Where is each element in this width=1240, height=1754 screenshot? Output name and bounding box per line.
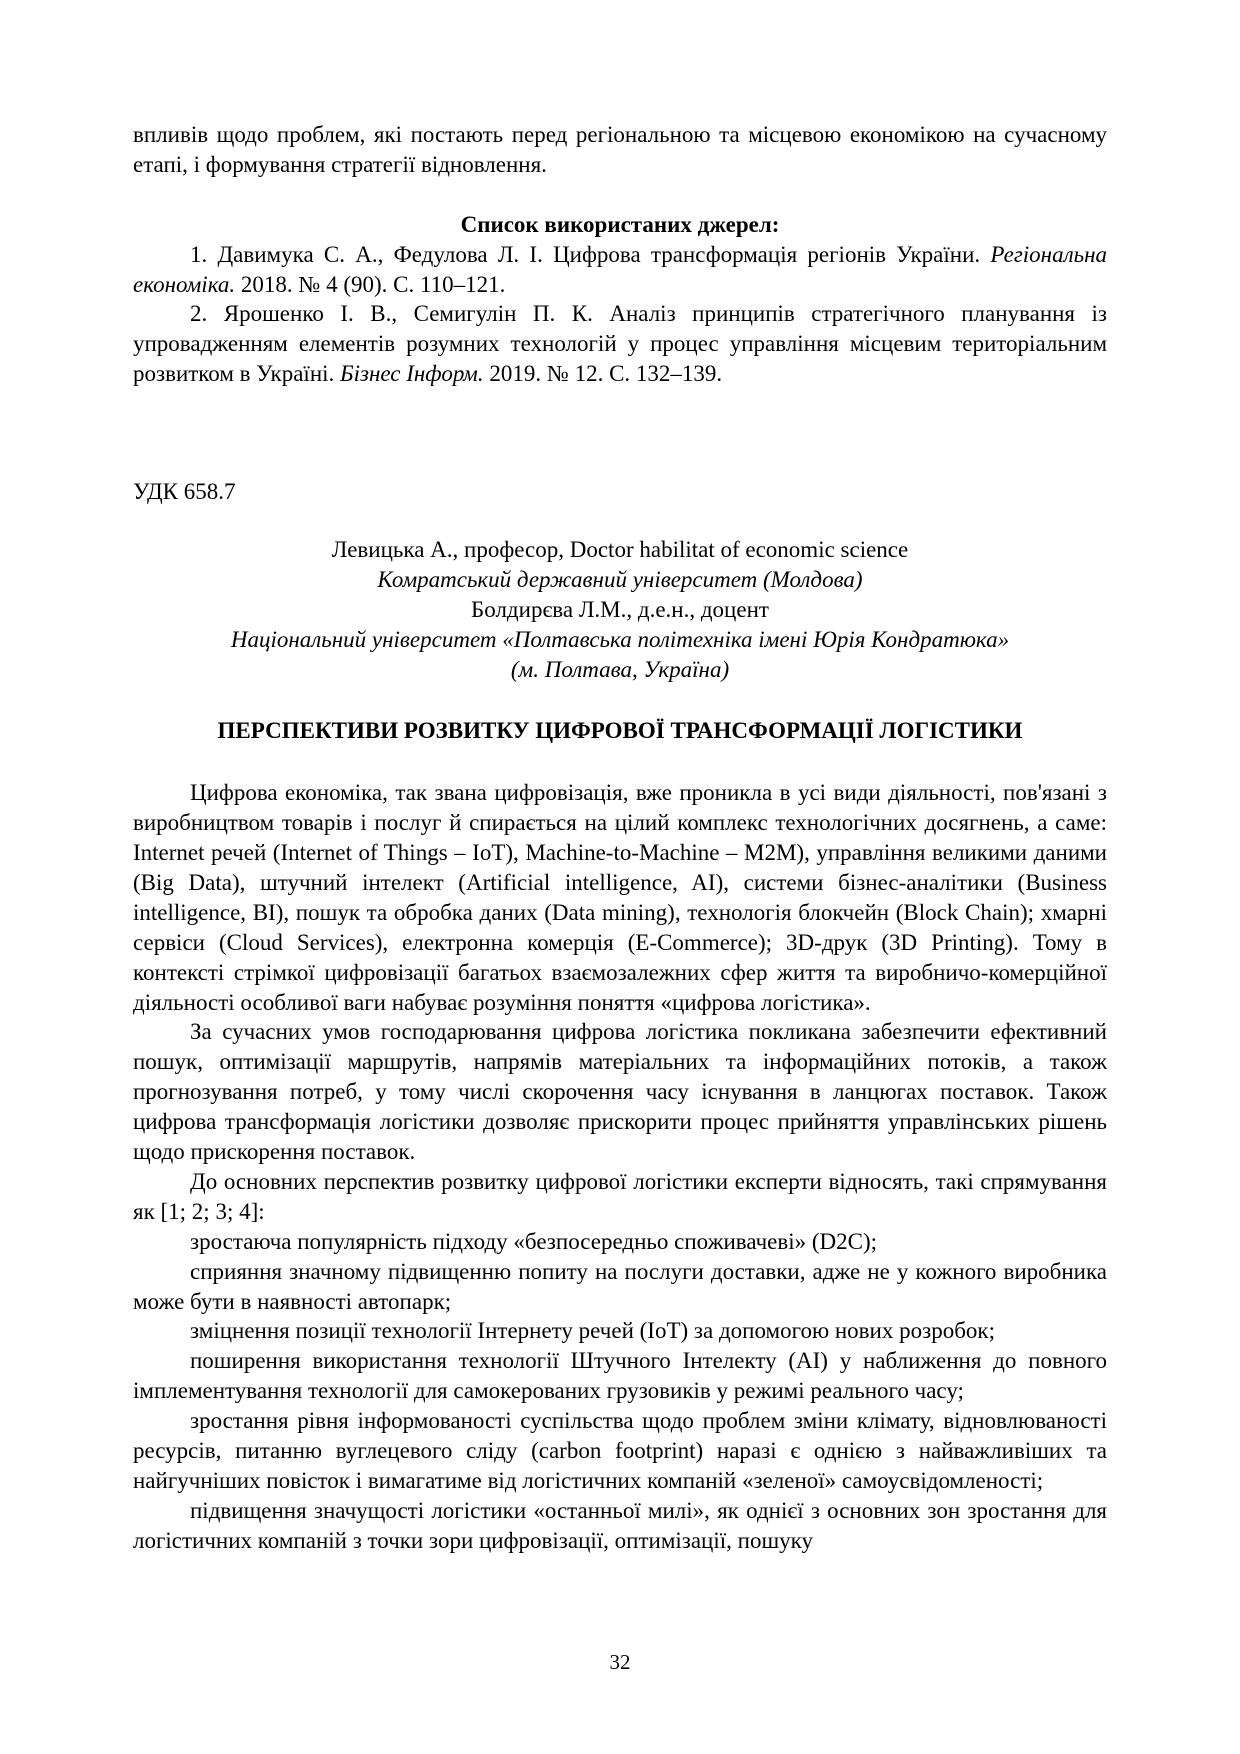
body-paragraph: До основних перспектив розвитку цифрової логістики експерти відносять, такі спрямування як [1; 2; 3; 4]: bbox=[133, 1168, 1107, 1224]
author-name-2: Болдирєва Л.М., д.е.н., доцент bbox=[471, 596, 769, 622]
body-paragraph: сприяння значному підвищенню попиту на послуги доставки, адже не у кожного виробника може бути в наявності автопарк; bbox=[133, 1258, 1107, 1314]
author-affiliation-2: Національний університет «Полтавська політехніка імені Юрія Кондратюка» bbox=[230, 626, 1010, 652]
continued-paragraph: впливів щодо проблем, які постають перед регіональною та місцевою економікою на сучасному етапі, і формування стратегії відновлення. bbox=[133, 122, 1107, 177]
author-name-1: Левицька А., професор, Doctor habilitat of economic science bbox=[331, 537, 909, 563]
page-number: 32 bbox=[609, 1649, 631, 1674]
body-paragraph: Цифрова економіка, так звана цифровізація, вже проникла в усі види діяльності, пов'язані з виробництвом товарів і послуг й спирається на цілий комплекс технологічних досягнень, а саме: Internet речей (Internet of Things – IoT), Machine-to-Machine – M2M), управління великими даними (Big Data), штучний інтелект (Artificial intelligence, AI), системи бізнес-аналітики (Business intelligence, BI), пошук та обробка даних (Data mining), технологія блокчейн (Block Chain); хмарні сервіси (Cloud Services), електронна комерція (E-Commerce); 3D-друк (3D Printing). Тому в контексті стрімкої цифровізації багатьох взаємозалежних сфер життя та виробничо-комерційної діяльності особливої ваги набуває розуміння поняття «цифрова логістика». bbox=[133, 780, 1107, 1015]
references-heading: Список використаних джерел: bbox=[460, 211, 780, 237]
body-paragraph: За сучасних умов господарювання цифрова логістика покликана забезпечити ефективний пошук, оптимізації маршрутів, напрямів матеріальних та інформаційних потоків, а також прогнозування потреб, у тому числі скорочення часу існування в ланцюгах поставок. Також цифрова трансформація логістики дозволяє прискорити процес прийняття управлінських рішень щодо прискорення поставок. bbox=[133, 1019, 1107, 1165]
reference-item-1 bbox=[133, 240, 1107, 300]
udc-code: УДК 658.7 bbox=[133, 479, 236, 505]
body-paragraph: підвищення значущості логістики «останньої милі», як однієї з основних зон зростання для логістичних компаній з точки зори цифровізації, оптимізації, пошуку bbox=[133, 1497, 1107, 1553]
reference-journal: Бізнес Інформ. bbox=[340, 361, 484, 387]
author-block bbox=[133, 535, 1107, 684]
author-location: (м. Полтава, Україна) bbox=[510, 656, 730, 682]
body-paragraph: зростання рівня інформованості суспільства щодо проблем зміни клімату, відновлюваності ресурсів, питанню вуглецевого сліду (carbon footprint) наразі є однією з найважливіших та найгучніших повісток і вимагатиме від логістичних компаній «зеленої» самоусвідомленості; bbox=[133, 1408, 1107, 1493]
reference-item-2 bbox=[133, 299, 1107, 389]
body-paragraph: поширення використання технології Штучного Інтелекту (AI) у наближення до повного імплементування технології для самокерованих грузовиків у режимі реального часу; bbox=[133, 1348, 1107, 1404]
body-paragraph: зміцнення позиції технології Інтернету речей (IoT) за допомогою нових розробок; bbox=[190, 1318, 995, 1344]
article-title: ПЕРСПЕКТИВИ РОЗВИТКУ ЦИФРОВОЇ ТРАНСФОРМАЦІЇ ЛОГІСТИКИ bbox=[217, 718, 1023, 744]
reference-details: 2019. № 12. С. 132–139. bbox=[483, 361, 723, 387]
reference-text: 1. Давимука С. А., Федулова Л. І. Цифрова трансформація регіонів України. bbox=[190, 241, 991, 267]
body-paragraph: зростаюча популярність підходу «безпосередньо споживачеві» (D2C); bbox=[190, 1228, 878, 1254]
author-affiliation-1: Комратський державний університет (Молдова) bbox=[377, 566, 863, 592]
reference-details: 2018. № 4 (90). С. 110–121. bbox=[235, 271, 506, 297]
reference-text: 2. Ярошенко І. В., Семигулін П. К. Аналіз принципів стратегічного планування із упровадженням елементів розумних технологій у процес управління місцевим територіальним розвитком в Україні. bbox=[133, 301, 1107, 387]
reference-journal: Регіональна економіка. bbox=[133, 241, 1107, 297]
